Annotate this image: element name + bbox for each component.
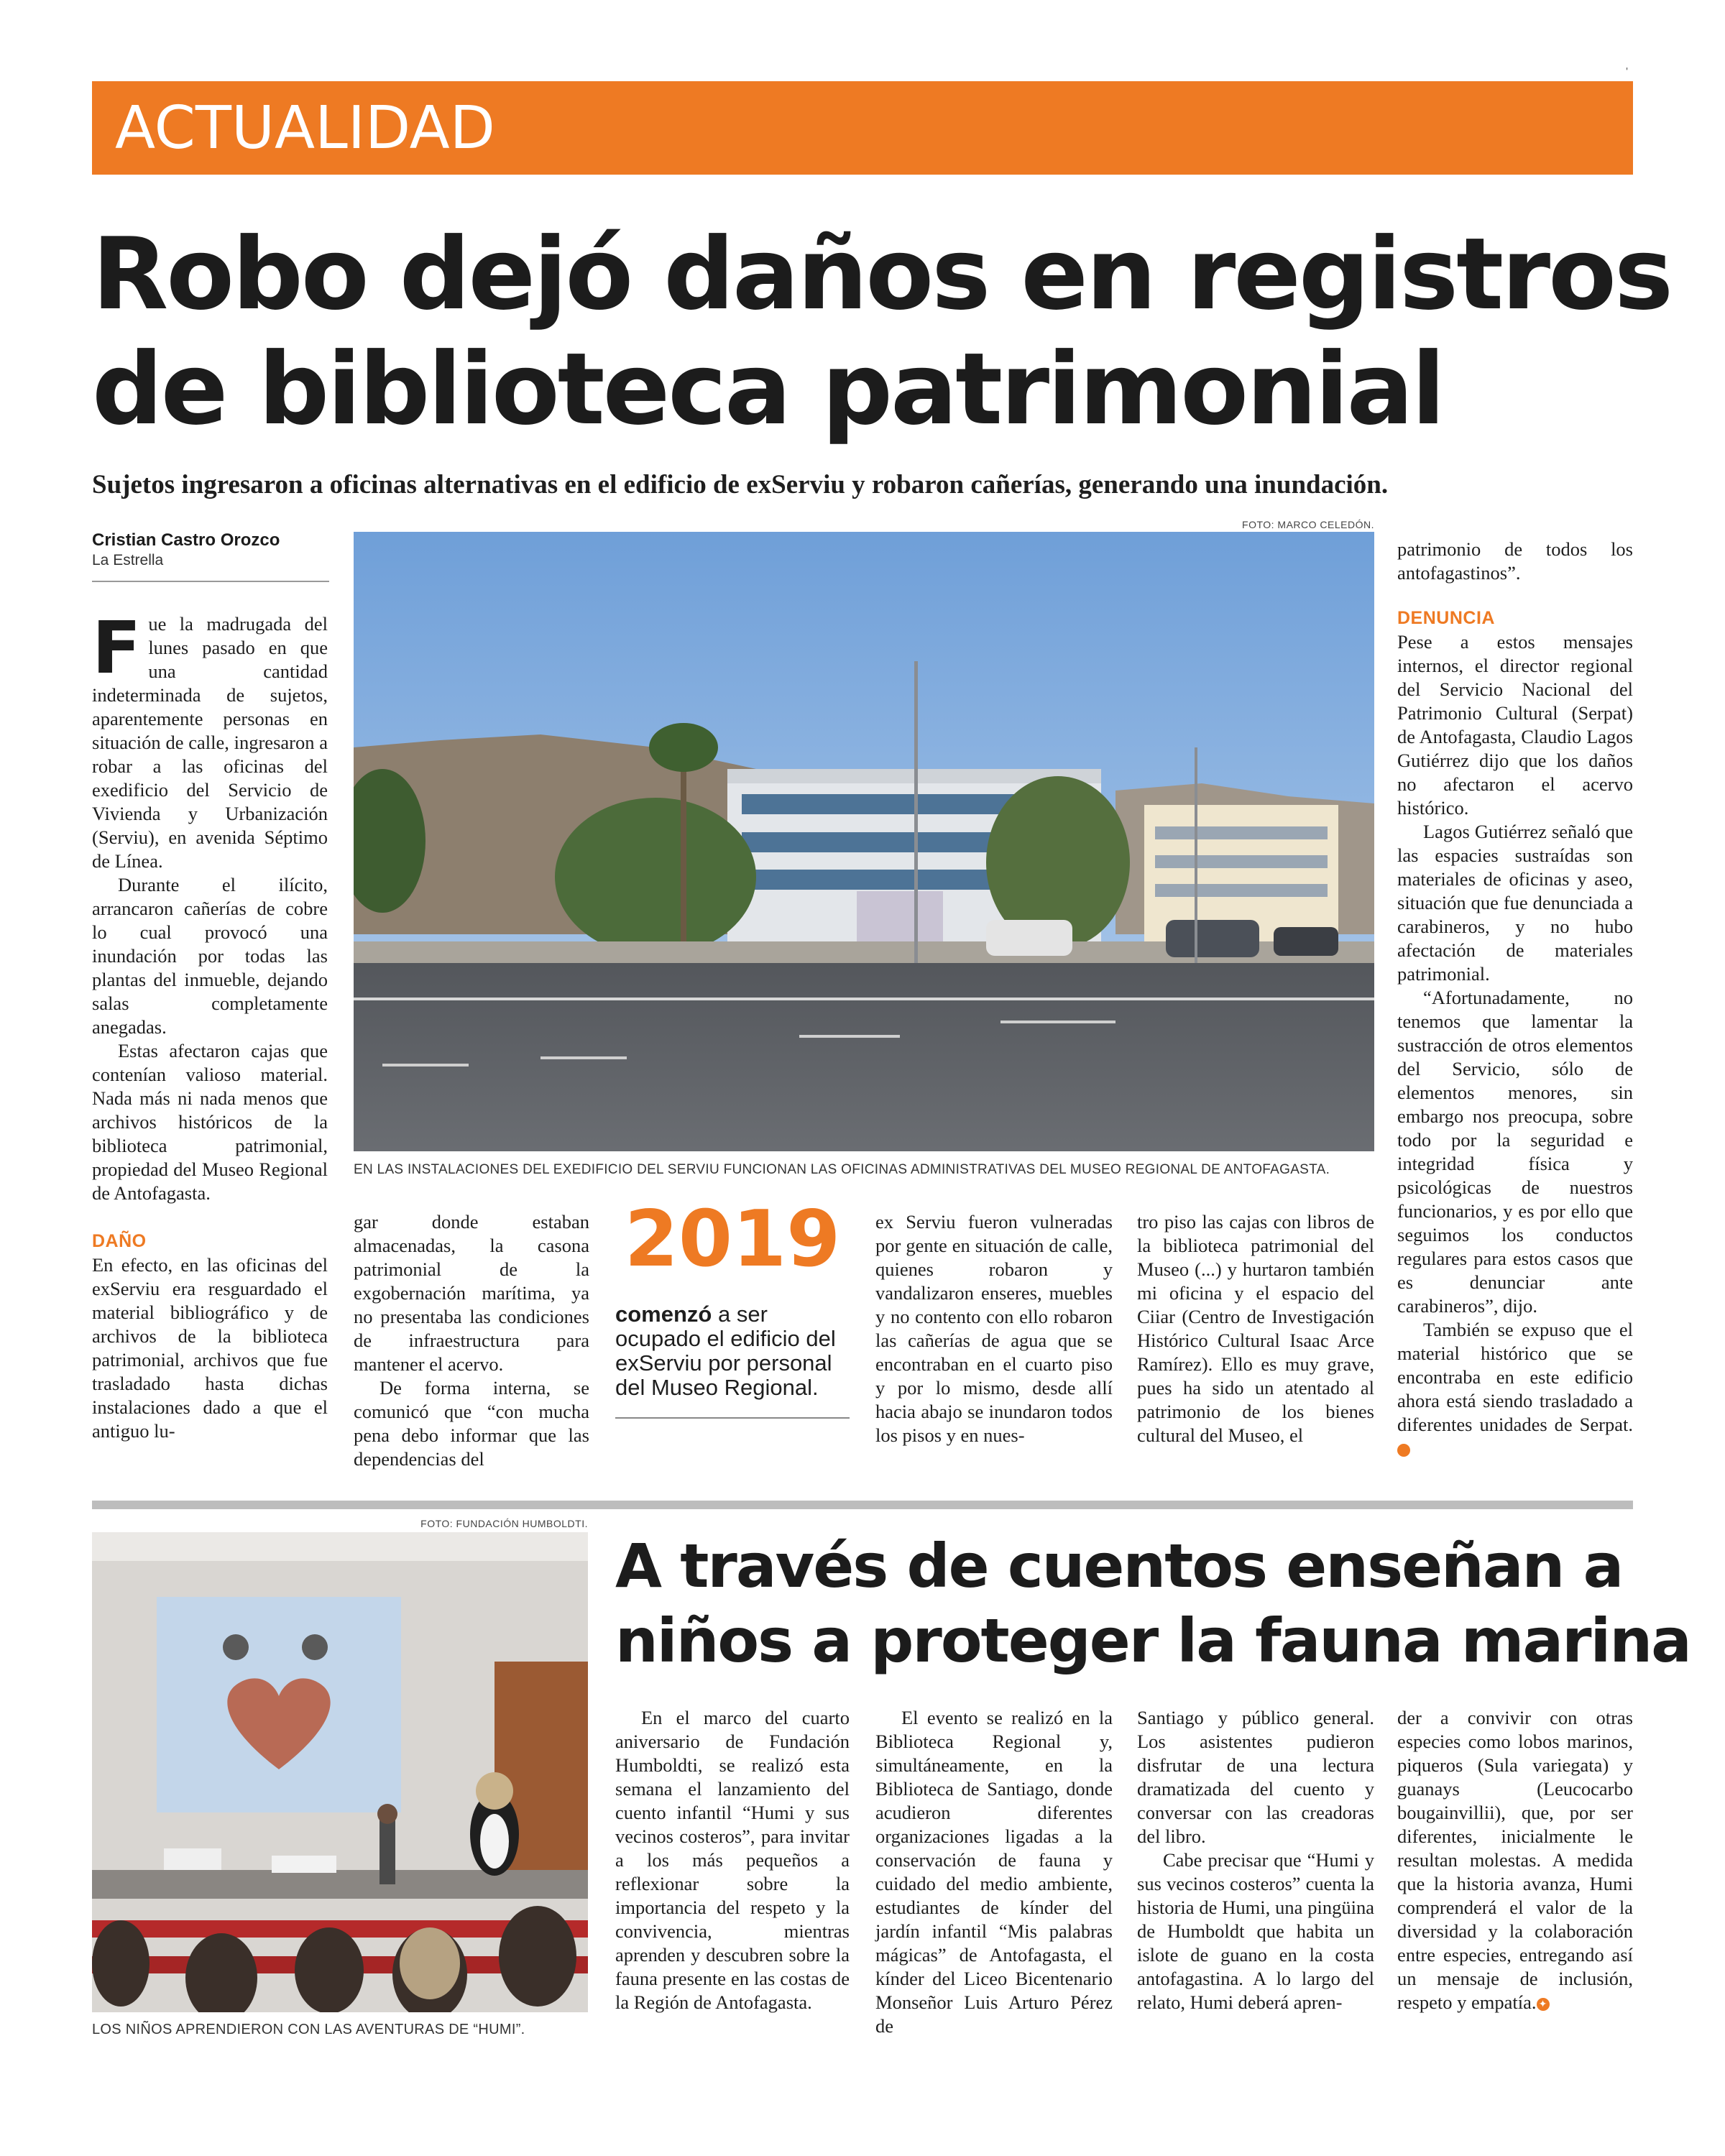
headline-line-1: Robo dejó daños en registros (92, 216, 1672, 332)
paragraph (1397, 1318, 1633, 1460)
paragraph: ue la madrugada del lunes pasado en que una cantidad indeterminada de sujetos, aparentemente personas en situación de calle, ingresaron a robar a las oficinas del exedificio del Servicio de Vivienda y Urbanización (Serviu), en avenida Séptimo de Línea. (92, 613, 328, 872)
headline-line-2: de biblioteca patrimonial (92, 331, 1444, 447)
paragraph: Estas afectaron cajas que contenían valioso material. Nada más ni nada menos que archivos históricos de la biblioteca patrimonial, propiedad del Museo Regional de Antofagasta. (92, 1040, 328, 1204)
story1-column-4 (875, 1210, 1113, 1447)
subheading-denuncia: DENUNCIA (1397, 608, 1495, 628)
byline-org: La Estrella (92, 552, 164, 568)
paragraph (1397, 1706, 1633, 2014)
drop-cap: F (92, 606, 142, 690)
headline-2-line-2: niños a proteger la fauna marina (615, 1606, 1690, 1676)
stat-text (615, 1302, 850, 1400)
paragraph-text: der a convivir con otras especies como lobos marinos, piqueros (Sula variegata) y guanays (Leucocarbo bougainvillii), que, por ser diferentes, inicialmente le resultan molestas. A medida que la historia avanza, Humi comprenderá el valor de la diversidad y la colaboración entre especies, entregando así un mensaje de inclusión, respeto y empatía. (1397, 1707, 1633, 2013)
paragraph-text: También se expuso que el material histórico que se encontraba en este edificio ahora está siendo trasladado a diferentes unidades de Serpat. (1397, 1319, 1633, 1435)
paragraph: gar donde estaban almacenadas, la casona patrimonial de la exgobernación marítima, ya no presentaba las condiciones de infraestructura para mantener el acervo. (354, 1211, 589, 1375)
story2-column-2 (875, 1706, 1113, 2038)
byline-rule (92, 581, 329, 582)
stat-rule (615, 1417, 850, 1419)
headline-2-line-1: A través de cuentos enseñan a (615, 1531, 1623, 1601)
end-mark-icon: ✦ (1397, 1444, 1410, 1457)
stat-bold: comenzó (615, 1302, 712, 1327)
paragraph: De forma interna, se comunicó que “con mucha pena debo informar que las dependencias del (354, 1377, 589, 1470)
photo-credit: FOTO: MARCO CELEDÓN. (1242, 519, 1374, 530)
photo-caption: EN LAS INSTALACIONES DEL EXEDIFICIO DEL SERVIU FUNCIONAN LAS OFICINAS ADMINISTRATIVAS DEL MUSEO REGIONAL DE ANTOFAGASTA. (354, 1162, 1330, 1177)
storytelling-event-photo (92, 1532, 588, 2012)
photo-caption: LOS NIÑOS APRENDIERON CON LAS AVENTURAS DE “HUMI”. (92, 2022, 525, 2037)
paragraph: En el marco del cuarto aniversario de Fundación Humboldti, se realizó esta semana el lanzamiento del cuento infantil “Humi y sus vecinos costeros”, para invitar a los más pequeños a reflexionar sobre la importancia del respeto y la convivencia, mientras aprenden y descubren sobre la fauna presente en las costas de la Región de Antofagasta. (615, 1707, 850, 2013)
story2-column-4 (1397, 1706, 1633, 2014)
street-building-photo (354, 532, 1374, 1151)
story1-column-1 (92, 606, 328, 1443)
story1-column-2 (354, 1210, 589, 1471)
section-label: ACTUALIDAD (115, 94, 495, 162)
paragraph: Durante el ilícito, arrancaron cañerías de cobre lo cual provocó una inundación por todas las plantas del inmueble, dejando salas completamente anegadas. (92, 874, 328, 1038)
paragraph: El evento se realizó en la Biblioteca Regional y, simultáneamente, en la Biblioteca de Santiago, donde acudieron diferentes organizaciones ligadas a la conservación de fauna y cuidado del medio ambiente, estudiantes de kínder del jardín infantil “Mis palabras mágicas” de Antofagasta, el kínder del Liceo Bicentenario Monseñor Luis Arturo Pérez de (875, 1707, 1113, 2037)
paragraph: Cabe precisar que “Humi y sus vecinos costeros” cuenta la historia de Humi, una pingüina de Humboldt que habita un islote de guano en la costa antofagastina. A lo largo del relato, Humi deberá apren- (1137, 1849, 1374, 2013)
story2-column-3 (1137, 1706, 1374, 2014)
subheading-dano: DAÑO (92, 1231, 147, 1251)
stat-number: 2019 (624, 1194, 841, 1284)
paragraph: Santiago y público general. Los asistentes pudieron disfrutar de una lectura dramatizada del cuento y conversar con las creadoras del libro. (1137, 1707, 1374, 1847)
story1-column-5 (1137, 1210, 1374, 1447)
story-separator (92, 1501, 1633, 1509)
paragraph: Lagos Gutiérrez señaló que las espacies sustraídas son materiales de oficinas y aseo, situación que fue denunciada a carabineros, y no hubo afectación de materiales patrimonial. (1397, 821, 1633, 985)
paragraph: En efecto, en las oficinas del exServiu era resguardado el material bibliográfico y de archivos de la biblioteca patrimonial, archivos que fue trasladado hasta dichas instalaciones dado a que el antiguo lu- (92, 1254, 328, 1442)
end-mark-icon: ✦ (1537, 1998, 1550, 2011)
paragraph: ex Serviu fueron vulneradas por gente en situación de calle, quienes robaron y vandalizaron enseres, muebles y no contento con ello robaron las cañerías de agua que se encontraban en el cuarto piso y por lo mismo, desde allí hacia abajo se inundaron todos los pisos y en nues- (875, 1211, 1113, 1446)
stat-body: a ser ocupado el edificio del exServiu por personal del Museo Regional. (615, 1302, 836, 1400)
paragraph: patrimonio de todos los antofagastinos”. (1397, 538, 1633, 584)
corner-mark: ' (1626, 66, 1629, 78)
paragraph: Pese a estos mensajes internos, el director regional del Servicio Nacional del Patrimonio Cultural (Serpat) de Antofagasta, Claudio Lagos Gutiérrez dijo que los daños no afectaron el acervo histórico. (1397, 631, 1633, 819)
story2-column-1 (615, 1706, 850, 2014)
deck: Sujetos ingresaron a oficinas alternativas en el edificio de exServiu y robaron cañerías, generando una inundación. (92, 470, 1389, 499)
story1-column-6 (1397, 538, 1633, 1460)
paragraph: “Afortunadamente, no tenemos que lamentar la sustracción de otros elementos del Servicio, sólo de elementos menores, sin embargo nos preocupa, sobre todo por la seguridad e integridad física y psicológicas de nuestros funcionarios, y es por ello que seguimos los conductos regulares para estos casos que es denunciar ante carabineros”, dijo. (1397, 987, 1633, 1317)
paragraph: tro piso las cajas con libros de la biblioteca patrimonial del Museo (...) y hurtaron también mi oficina y el espacio del Ciiar (Centro de Investigación Histórico Cultural Isaac Arce Ramírez). Ello es muy grave, pues ha sido un atentado al patrimonio de los bienes cultural del Museo, el (1137, 1211, 1374, 1446)
byline-name: Cristian Castro Orozco (92, 530, 280, 550)
photo-credit: FOTO: FUNDACIÓN HUMBOLDTI. (420, 1518, 588, 1529)
